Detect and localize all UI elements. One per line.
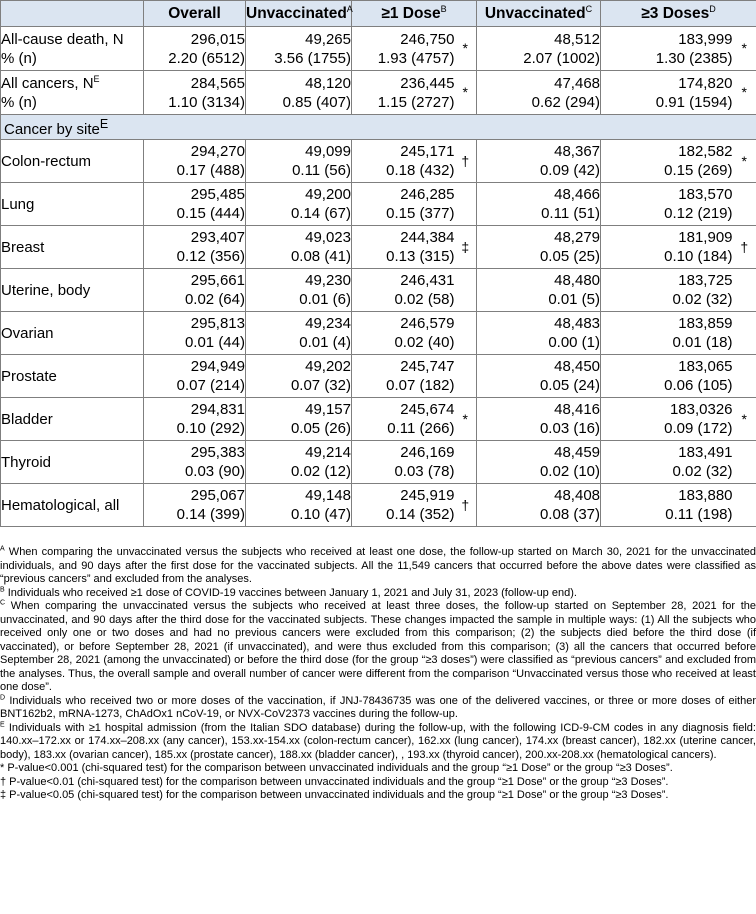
dose1-cell [352,398,455,441]
percent-value: 0.01 (44) [184,334,245,351]
table-row [1,140,756,183]
significance-marker: * [455,398,477,441]
overall-cell [144,312,246,355]
table-row [1,183,756,226]
percent-value: 0.14 (352) [386,506,455,523]
count-value: 245,747 [400,358,455,375]
count-value: 48,512 [554,30,601,48]
footnote [0,762,756,776]
percent-value: 1.30 (2385) [655,49,733,67]
count-value: 183,859 [678,315,733,332]
significance-marker: * [733,71,756,115]
count-value: 49,148 [305,487,351,504]
count-value: 294,949 [190,358,245,375]
count-value: 49,230 [305,272,351,289]
dose3-cell [601,140,733,183]
dose3-cell [601,71,733,115]
count-value: 294,270 [190,143,245,160]
row-label [1,71,144,115]
count-value: 246,579 [400,315,455,332]
count-value: 181,909 [678,229,733,246]
section-label [1,115,756,140]
significance-marker: * [733,398,756,441]
overall-cell [144,355,246,398]
percent-value: 0.05 (25) [539,248,601,265]
count-value: 182,582 [678,143,733,160]
count-value: 183,491 [678,444,733,461]
dose3-cell [601,355,733,398]
percent-value: 0.07 (214) [176,377,245,394]
unvaccinated-c-cell [477,312,601,355]
footnote [0,695,756,722]
count-value: 295,813 [190,315,245,332]
section-footnote: E [99,117,109,131]
dose1-cell [352,71,455,115]
significance-marker: * [455,27,477,71]
percent-value: 0.11 (51) [541,205,601,222]
table-row [1,27,756,71]
count-value: 49,200 [305,186,351,203]
footnote-text: When comparing the unvaccinated versus the subjects who received at least one dose, the follow-up started on March 30, 2021 for the unvaccinated individuals, and 90 days after the first dose for the vaccinated subjects. All the 11,549 cancers that occurred before the above dates were classified as “previous cancers” and excluded from the analyses. [0,546,756,585]
dose1-cell [352,27,455,71]
unvaccinated-c-cell [477,226,601,269]
percent-value: 0.03 (90) [184,463,245,480]
overall-cell [144,226,246,269]
count-value: 245,674 [400,401,455,418]
percent-value: 0.02 (32) [672,463,733,480]
count-value: 246,285 [400,186,455,203]
overall-cell [144,484,246,527]
label-text: All-cause death, N [1,30,124,48]
unvaccinated-c-cell [477,71,601,115]
count-value: 48,279 [554,229,601,246]
dose3-cell [601,226,733,269]
count-value: 294,831 [190,401,245,418]
count-value: 48,120 [305,74,351,92]
row-label-line2: % (n) [1,93,37,111]
count-value: 245,919 [400,487,455,504]
table-row [1,269,756,312]
section-row [1,115,756,140]
dose1-cell [352,269,455,312]
percent-value: 0.12 (219) [664,205,733,222]
count-value: 284,565 [190,74,245,92]
count-value: 174,820 [678,74,733,92]
footnote [0,789,756,803]
percent-value: 2.07 (1002) [523,49,601,67]
percent-value: 0.09 (172) [664,420,733,437]
footnote-text: † P-value<0.01 (chi-squared test) for the comparison between unvaccinated individuals and the group “≥1 Dose” or the group “≥3 Doses”. [0,775,669,788]
significance-marker [455,355,477,398]
count-value: 293,407 [190,229,245,246]
percent-value: 0.15 (269) [664,162,733,179]
percent-value: 0.02 (58) [394,291,455,308]
count-value: 295,383 [190,444,245,461]
overall-cell [144,140,246,183]
percent-value: 0.02 (12) [290,463,351,480]
percent-value: 2.20 (6512) [168,49,245,67]
unvaccinated-a-cell [246,441,352,484]
percent-value: 0.02 (10) [539,463,601,480]
row-label: Colon-rectum [1,140,144,183]
overall-cell [144,71,246,115]
count-value: 246,750 [400,30,455,48]
row-label: Uterine, body [1,269,144,312]
percent-value: 0.05 (24) [539,377,601,394]
count-value: 244,384 [400,229,455,246]
percent-value: 0.10 (292) [176,420,245,437]
row-label: Prostate [1,355,144,398]
header-blank [1,1,144,27]
row-label: Breast [1,226,144,269]
label-footnote: E [93,73,100,84]
unvaccinated-a-cell [246,27,352,71]
significance-marker: * [733,140,756,183]
unvaccinated-a-cell [246,183,352,226]
count-value: 183,725 [678,272,733,289]
count-value: 295,067 [190,487,245,504]
percent-value: 0.11 (56) [292,162,351,179]
section-text: Cancer by site [4,121,100,138]
significance-marker: * [733,27,756,71]
percent-value: 0.02 (64) [184,291,245,308]
percent-value: 0.05 (26) [290,420,351,437]
label-text: All cancers, N [1,74,94,92]
header-row [1,1,756,27]
percent-value: 0.02 (40) [394,334,455,351]
overall-cell [144,398,246,441]
percent-value: 0.07 (182) [386,377,455,394]
unvaccinated-c-cell [477,269,601,312]
dose1-cell [352,312,455,355]
percent-value: 0.85 (407) [282,93,351,111]
row-label: Lung [1,183,144,226]
dose3-cell [601,441,733,484]
footnote-text: Individuals who received ≥1 dose of COVID-19 vaccines between January 1, 2021 and July 31, 2023 (follow-up end). [4,586,577,599]
unvaccinated-c-cell [477,27,601,71]
footnote-text: When comparing the unvaccinated versus the subjects who received at least three doses, the follow-up started on September 28, 2021 for the unvaccinated, and 90 days after the third dose for the vaccinated subjects. These changes impacted the sample in multiple ways: (1) All the subjects who received only one or two doses and had no previous cancers were excluded from this comparison; (2) the subjects died before the third dose (if vaccinated), or before September 28, 2021 (if unvaccinated), and were thus excluded from this comparison; (3) all the cancers that occurred before September 28, 2021 (among the unvaccinated) or before the third dose (for the group “≥3 doses”) were classified as “previous cancers” and excluded from the analyses. Thus, the overall sample and overall number of cancer were different from the comparison “Unvaccinated versus those who received at least one dose”. [0,600,756,693]
count-value: 183,999 [678,30,733,48]
count-value: 49,099 [305,143,351,160]
percent-value: 0.01 (6) [299,291,351,308]
count-value: 48,408 [554,487,601,504]
significance-marker [455,183,477,226]
significance-marker: † [733,226,756,269]
percent-value: 0.13 (315) [386,248,455,265]
header-unvaccinated-a: Unvaccinated$^A$ [246,1,352,27]
unvaccinated-a-cell [246,398,352,441]
significance-marker: † [455,140,477,183]
dose3-cell [601,398,733,441]
percent-value: 0.01 (4) [299,334,351,351]
percent-value: 0.00 (1) [548,334,601,351]
count-value: 47,468 [554,74,601,92]
count-value: 49,202 [305,358,351,375]
table-row [1,71,756,115]
table-row [1,312,756,355]
unvaccinated-c-cell [477,183,601,226]
footnote-marker: A [0,545,5,553]
count-value: 183,570 [678,186,733,203]
percent-value: 0.10 (184) [664,248,733,265]
count-value: 295,485 [190,186,245,203]
unvaccinated-c-cell [477,140,601,183]
unvaccinated-c-cell [477,355,601,398]
count-value: 49,023 [305,229,351,246]
percent-value: 1.93 (4757) [377,49,455,67]
percent-value: 0.11 (266) [387,420,455,437]
count-value: 245,171 [400,143,455,160]
percent-value: 1.10 (3134) [168,93,245,111]
overall-cell [144,27,246,71]
row-label-line1 [1,30,143,49]
percent-value: 1.15 (2727) [377,93,455,111]
percent-value: 0.03 (16) [539,420,601,437]
dose1-cell [352,226,455,269]
significance-marker: † [455,484,477,527]
unvaccinated-c-cell [477,398,601,441]
percent-value: 3.56 (1755) [274,49,351,67]
dose3-cell [601,484,733,527]
dose3-cell [601,27,733,71]
significance-marker [455,269,477,312]
unvaccinated-a-cell [246,355,352,398]
table-row [1,398,756,441]
count-value: 49,157 [305,401,351,418]
row-label-line1 [1,74,143,93]
unvaccinated-c-cell [477,441,601,484]
count-value: 49,214 [305,444,351,461]
table-row [1,484,756,527]
overall-cell [144,183,246,226]
count-value: 48,416 [554,401,601,418]
percent-value: 0.15 (444) [176,205,245,222]
unvaccinated-a-cell [246,140,352,183]
significance-marker [455,441,477,484]
unvaccinated-a-cell [246,226,352,269]
count-value: 48,367 [554,143,601,160]
header-unvaccinated-c: Unvaccinated$^C$ [477,1,601,27]
footnote [0,600,756,695]
footnote-marker: B [0,585,5,593]
row-label: Bladder [1,398,144,441]
count-value: 48,466 [554,186,601,203]
percent-value: 0.06 (105) [664,377,733,394]
percent-value: 0.15 (377) [386,205,455,222]
row-label: Hematological, all [1,484,144,527]
percent-value: 0.18 (432) [386,162,455,179]
percent-value: 0.91 (1594) [655,93,733,111]
count-value: 183,065 [678,358,733,375]
percent-value: 0.02 (32) [672,291,733,308]
percent-value: 0.12 (356) [176,248,245,265]
percent-value: 0.09 (42) [539,162,601,179]
count-value: 49,234 [305,315,351,332]
percent-value: 0.62 (294) [531,93,601,111]
significance-marker [733,355,756,398]
dose3-cell [601,183,733,226]
footnote-text: Individuals who received two or more doses of the vaccination, if JNJ-78436735 was one of the delivered vaccines, or three or more doses of either BNT162b2, mRNA-1273, ChAdOx1 nCoV-19, or NVX-CoV2373 vaccines during the follow-up. [0,694,756,720]
count-value: 246,169 [400,444,455,461]
percent-value: 0.17 (488) [176,162,245,179]
footnote-marker: D [0,693,6,701]
percent-value: 0.08 (37) [539,506,601,523]
count-value: 183,880 [678,487,733,504]
dose3-cell [601,269,733,312]
percent-value: 0.14 (67) [290,205,351,222]
count-value: 183,0326 [669,401,733,418]
percent-value: 0.08 (41) [290,248,351,265]
table-footnotes [0,546,756,803]
percent-value: 0.03 (78) [394,463,455,480]
count-value: 48,450 [554,358,601,375]
count-value: 49,265 [305,30,351,48]
row-label: Thyroid [1,441,144,484]
footnote-text: Individuals with ≥1 hospital admission (from the Italian SDO database) during the follow-up, with the following ICD-9-CM codes in any diagnosis field: 140.xx–172.xx or 174.xx–208.xx (any cancer), 153.xx-154.xx (colon-rectum cancer), 162.xx (lung cancer), 174.xx (breast cancer), 182.xx (uterine cancer, body), 183.xx (ovarian cancer), 185.xx (prostate cancer), 188.xx (bladder cancer), , 193.xx (thyroid cancer), 200.xx-208.xx (hematological cancers). [0,721,756,761]
percent-value: 0.01 (18) [672,334,733,351]
significance-marker [733,441,756,484]
table-row [1,226,756,269]
row-label [1,27,144,71]
count-value: 236,445 [400,74,455,92]
unvaccinated-a-cell [246,269,352,312]
row-label-line2: % (n) [1,49,37,67]
significance-marker: ‡ [455,226,477,269]
footnote-text: * P-value<0.001 (chi-squared test) for the comparison between unvaccinated individuals and the group “≥1 Dose” or the group “≥3 Doses”. [0,762,673,774]
count-value: 246,431 [400,272,455,289]
footnote [0,722,756,763]
footnote [0,776,756,790]
count-value: 296,015 [190,30,245,48]
footnote [0,587,756,601]
footnote [0,546,756,587]
footnote-marker: E [0,720,5,728]
count-value: 48,459 [554,444,601,461]
header-overall: Overall [144,1,246,27]
dose1-cell [352,484,455,527]
count-value: 48,483 [554,315,601,332]
percent-value: 0.11 (198) [665,506,733,523]
unvaccinated-c-cell [477,484,601,527]
significance-marker [733,269,756,312]
percent-value: 0.01 (5) [548,291,601,308]
significance-marker [733,183,756,226]
overall-cell [144,269,246,312]
header-dose3: ≥3 Doses$^D$ [601,1,756,27]
dose3-cell [601,312,733,355]
count-value: 295,661 [190,272,245,289]
significance-marker [455,312,477,355]
table-row [1,355,756,398]
row-label: Ovarian [1,312,144,355]
dose1-cell [352,140,455,183]
dose1-cell [352,183,455,226]
percent-value: 0.10 (47) [290,506,351,523]
unvaccinated-a-cell [246,484,352,527]
overall-cell [144,441,246,484]
dose1-cell [352,355,455,398]
percent-value: 0.07 (32) [290,377,351,394]
footnote-text: ‡ P-value<0.05 (chi-squared test) for the comparison between unvaccinated individuals and the group “≥1 Dose” or the group “≥3 Doses”. [0,789,669,801]
significance-marker [733,312,756,355]
table-row [1,441,756,484]
unvaccinated-a-cell [246,312,352,355]
significance-marker: * [455,71,477,115]
dose1-cell [352,441,455,484]
unvaccinated-a-cell [246,71,352,115]
header-dose1: ≥1 Dose$^B$ [352,1,477,27]
footnote-marker: C [0,599,6,607]
count-value: 48,480 [554,272,601,289]
significance-marker [733,484,756,527]
percent-value: 0.14 (399) [176,506,245,523]
